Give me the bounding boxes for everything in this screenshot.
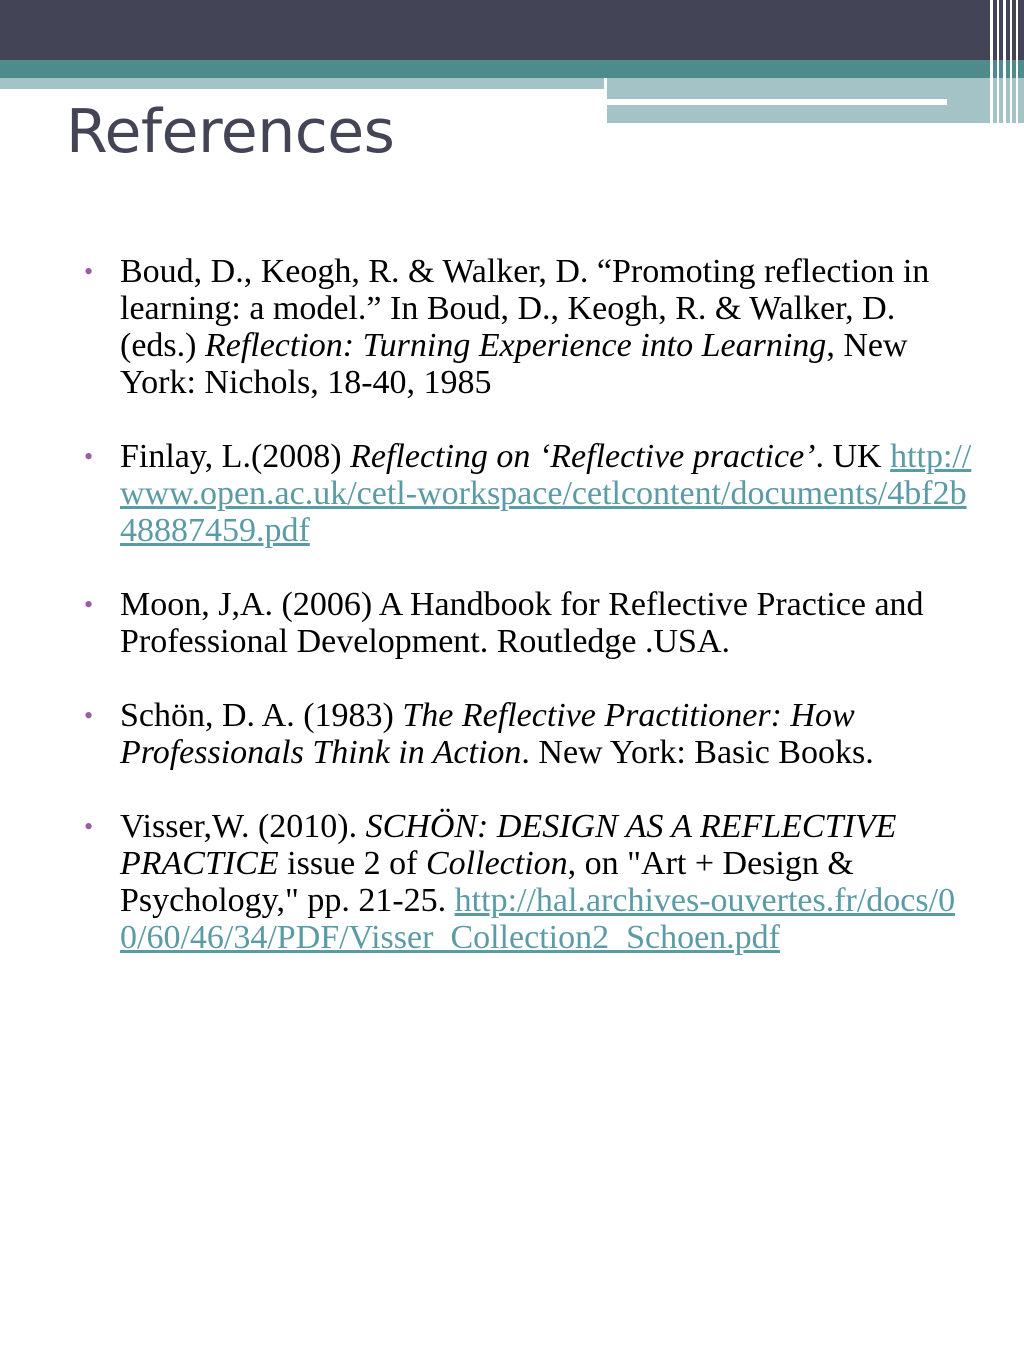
reference-title: Collection <box>426 845 568 882</box>
reference-item-schon <box>84 697 974 771</box>
reference-title: SCHÖN: DESIGN AS A REFLECTIVE PRACTICE <box>120 808 897 882</box>
reference-text: . UK <box>815 438 891 475</box>
header-white-line <box>607 99 947 105</box>
slide-title: References <box>66 97 395 167</box>
reference-text: Schön, D. A. (1983) <box>120 697 403 734</box>
reference-text: Visser,W. (2010). <box>120 808 366 845</box>
header-dark-bar <box>0 0 1024 60</box>
reference-text: . New York: Basic Books. <box>521 734 874 771</box>
reference-title: Reflection: Turning Experience into Learning <box>204 327 827 364</box>
reference-list <box>84 253 974 993</box>
reference-text: Boud, D., Keogh, R. & Walker, D. “Promoting reflection in learning: a model.” In Boud, D., Keogh, R. & Walker, D. (eds.) <box>120 253 930 364</box>
header-teal-bar <box>0 60 1024 78</box>
reference-item-finlay <box>84 438 974 549</box>
reference-title: The Reflective Practitioner: How Professionals Think in Action <box>120 697 855 771</box>
reference-text: issue 2 of <box>278 845 426 882</box>
bullet-icon: • <box>84 442 94 471</box>
reference-link-finlay[interactable]: http://www.open.ac.uk/cetl-workspace/cetlcontent/documents/4bf2b48887459.pdf <box>120 438 972 549</box>
header-light-bar-left <box>0 78 604 89</box>
reference-item-moon <box>84 586 974 660</box>
bullet-icon: • <box>84 257 94 286</box>
header-right-stripes <box>986 0 1024 123</box>
reference-text: Moon, J,A. (2006) A Handbook for Reflective Practice and Professional Development. Routledge .USA. <box>120 586 924 660</box>
reference-item-boud <box>84 253 974 401</box>
reference-text: Finlay, L.(2008) <box>120 438 351 475</box>
reference-text: , New York: Nichols, 18-40, 1985 <box>120 327 908 401</box>
reference-text: , on "Art + Design & Psychology," pp. 21-25. <box>120 845 854 919</box>
bullet-icon: • <box>84 701 94 730</box>
bullet-icon: • <box>84 590 94 619</box>
reference-link-visser[interactable]: http://hal.archives-ouvertes.fr/docs/00/60/46/34/PDF/Visser_Collection2_Schoen.pdf <box>120 882 956 956</box>
reference-title: Reflecting on ‘Reflective practice’ <box>350 438 816 475</box>
reference-item-visser <box>84 808 974 956</box>
bullet-icon: • <box>84 812 94 841</box>
